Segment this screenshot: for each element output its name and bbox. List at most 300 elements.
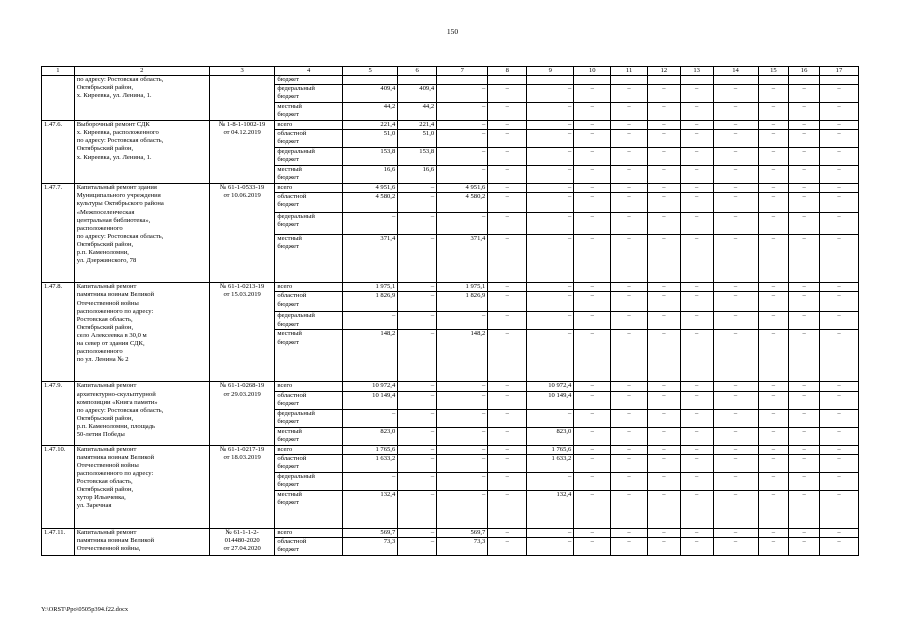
funding-source-cell: местный бюджет [275, 166, 343, 184]
value-cell: – [527, 103, 574, 121]
value-cell [680, 76, 713, 85]
value-cell: – [574, 312, 611, 330]
value-cell: – [648, 130, 681, 148]
value-cell [789, 76, 820, 85]
funding-source-cell: местный бюджет [275, 235, 343, 283]
value-cell: – [789, 121, 820, 130]
column-header: 16 [789, 67, 820, 76]
value-cell: – [819, 312, 858, 330]
value-cell: – [819, 235, 858, 283]
value-cell: – [611, 121, 648, 130]
funding-source-cell: всего [275, 283, 343, 292]
value-cell: – [713, 382, 758, 391]
value-cell: – [648, 148, 681, 166]
value-cell: – [488, 130, 527, 148]
value-cell: – [398, 193, 437, 213]
value-cell: – [680, 427, 713, 445]
value-cell: – [758, 148, 789, 166]
value-cell: – [819, 445, 858, 454]
value-cell: – [437, 166, 488, 184]
item-number-cell: 1.47.11. [42, 528, 75, 555]
value-cell: – [398, 283, 437, 292]
value-cell: – [758, 121, 789, 130]
value-cell: – [574, 166, 611, 184]
value-cell: – [527, 184, 574, 193]
value-cell: – [342, 213, 397, 235]
column-header: 15 [758, 67, 789, 76]
value-cell: 569,7 [342, 528, 397, 537]
value-cell [527, 76, 574, 85]
value-cell: – [648, 184, 681, 193]
value-cell: – [611, 528, 648, 537]
value-cell: – [611, 427, 648, 445]
value-cell: – [342, 472, 397, 490]
value-cell: – [611, 166, 648, 184]
item-name-cell: по адресу: Ростовская область, Октябрьский район, х. Киреевка, ул. Ленина, 1. [74, 76, 209, 121]
column-header: 9 [527, 67, 574, 76]
value-cell: – [437, 130, 488, 148]
funding-source-cell: федеральный бюджет [275, 148, 343, 166]
column-header: 3 [209, 67, 275, 76]
value-cell: – [574, 528, 611, 537]
value-cell: 10 149,4 [527, 391, 574, 409]
value-cell: – [680, 184, 713, 193]
funding-source-cell: областной бюджет [275, 130, 343, 148]
document-ref-cell: № 61-1-0268-19 от 29.03.2019 [209, 382, 275, 445]
value-cell: – [680, 382, 713, 391]
value-cell: – [789, 472, 820, 490]
value-cell: – [398, 382, 437, 391]
value-cell: – [758, 409, 789, 427]
value-cell: 4 580,2 [437, 193, 488, 213]
value-cell: – [758, 472, 789, 490]
value-cell: – [648, 382, 681, 391]
funding-source-cell: всего [275, 382, 343, 391]
value-cell: – [398, 292, 437, 312]
value-cell: – [527, 166, 574, 184]
value-cell: – [611, 130, 648, 148]
value-cell: – [819, 490, 858, 528]
value-cell: – [758, 130, 789, 148]
document-ref-cell: № 1-8-1-1002-19 от 04.12.2019 [209, 121, 275, 184]
value-cell: – [398, 528, 437, 537]
value-cell: – [488, 391, 527, 409]
value-cell: – [574, 193, 611, 213]
value-cell: – [713, 445, 758, 454]
value-cell: – [648, 292, 681, 312]
value-cell: 1 633,2 [527, 454, 574, 472]
value-cell: 73,3 [342, 537, 397, 555]
value-cell: – [819, 121, 858, 130]
value-cell: – [789, 427, 820, 445]
value-cell: – [648, 213, 681, 235]
value-cell: – [789, 454, 820, 472]
value-cell: – [819, 391, 858, 409]
value-cell: – [680, 213, 713, 235]
value-cell: – [819, 454, 858, 472]
page-number: 150 [446, 27, 459, 36]
value-cell: – [611, 184, 648, 193]
value-cell: – [680, 121, 713, 130]
value-cell: – [680, 292, 713, 312]
item-name-cell: Капитальный ремонт памятника воинам Великой Отечественной войны расположенного по адресу: Ростовская область, Октябрьский район, хутор Ильичевка, ул. Заречная [74, 445, 209, 528]
budget-table [41, 66, 859, 556]
value-cell: – [819, 103, 858, 121]
value-cell: – [437, 391, 488, 409]
value-cell: – [819, 427, 858, 445]
value-cell: – [611, 235, 648, 283]
item-name-cell: Капитальный ремонт архитектурно-скульптурной композиции «Книга памяти» по адресу: Ростовская область, Октябрьский район, р.п. Каменоломни, площадь 50-летия Победы [74, 382, 209, 445]
value-cell: 4 951,6 [342, 184, 397, 193]
value-cell: – [648, 409, 681, 427]
column-header: 11 [611, 67, 648, 76]
value-cell: 371,4 [342, 235, 397, 283]
value-cell: – [437, 409, 488, 427]
value-cell: – [713, 213, 758, 235]
funding-source-cell: местный бюджет [275, 103, 343, 121]
value-cell: 16,6 [398, 166, 437, 184]
value-cell: – [819, 528, 858, 537]
value-cell: – [342, 312, 397, 330]
value-cell: – [488, 148, 527, 166]
value-cell [342, 76, 397, 85]
value-cell: – [713, 184, 758, 193]
value-cell: – [758, 213, 789, 235]
item-number-cell: 1.47.8. [42, 283, 75, 382]
value-cell: 4 580,2 [342, 193, 397, 213]
value-cell: – [488, 490, 527, 528]
value-cell: – [680, 85, 713, 103]
funding-source-cell: местный бюджет [275, 427, 343, 445]
funding-source-cell: областной бюджет [275, 193, 343, 213]
value-cell: – [527, 85, 574, 103]
value-cell: – [527, 537, 574, 555]
value-cell: – [527, 148, 574, 166]
value-cell: – [819, 213, 858, 235]
value-cell: – [819, 85, 858, 103]
value-cell: – [819, 130, 858, 148]
value-cell: – [398, 312, 437, 330]
value-cell: 153,8 [398, 148, 437, 166]
value-cell: – [680, 103, 713, 121]
value-cell: – [398, 490, 437, 528]
value-cell: – [680, 312, 713, 330]
funding-source-cell: областной бюджет [275, 537, 343, 555]
value-cell: – [713, 528, 758, 537]
value-cell: – [574, 382, 611, 391]
value-cell: – [713, 427, 758, 445]
value-cell: – [527, 528, 574, 537]
value-cell: – [488, 292, 527, 312]
funding-source-cell: всего [275, 184, 343, 193]
value-cell: – [648, 235, 681, 283]
value-cell: – [488, 184, 527, 193]
value-cell: – [758, 193, 789, 213]
value-cell: – [758, 283, 789, 292]
value-cell: – [680, 445, 713, 454]
value-cell: – [789, 148, 820, 166]
value-cell: – [713, 409, 758, 427]
value-cell: – [789, 103, 820, 121]
value-cell: – [611, 409, 648, 427]
column-header: 7 [437, 67, 488, 76]
value-cell: – [789, 235, 820, 283]
value-cell: – [488, 283, 527, 292]
value-cell: – [611, 382, 648, 391]
value-cell: – [789, 283, 820, 292]
value-cell: – [758, 330, 789, 382]
value-cell: – [488, 330, 527, 382]
value-cell: 409,4 [398, 85, 437, 103]
table-row [42, 76, 859, 85]
value-cell: – [527, 330, 574, 382]
value-cell: – [611, 193, 648, 213]
value-cell: – [648, 537, 681, 555]
value-cell: – [488, 382, 527, 391]
value-cell: – [398, 472, 437, 490]
value-cell: 153,8 [342, 148, 397, 166]
item-name-cell: Капитальный ремонт памятника воинам Великой Отечественной войны, [74, 528, 209, 555]
value-cell: – [758, 292, 789, 312]
value-cell: – [713, 292, 758, 312]
value-cell: – [437, 103, 488, 121]
value-cell: – [437, 382, 488, 391]
value-cell: 409,4 [342, 85, 397, 103]
funding-source-cell: федеральный бюджет [275, 472, 343, 490]
value-cell: – [819, 292, 858, 312]
value-cell: – [680, 490, 713, 528]
value-cell: – [648, 330, 681, 382]
value-cell: – [574, 85, 611, 103]
value-cell: – [713, 391, 758, 409]
value-cell: – [574, 490, 611, 528]
value-cell: – [789, 490, 820, 528]
funding-source-cell: всего [275, 528, 343, 537]
value-cell: – [789, 130, 820, 148]
value-cell: – [488, 409, 527, 427]
value-cell [488, 76, 527, 85]
item-number-cell: 1.47.7. [42, 184, 75, 283]
value-cell: – [574, 103, 611, 121]
value-cell: – [680, 472, 713, 490]
value-cell: – [713, 472, 758, 490]
value-cell: – [680, 330, 713, 382]
value-cell: – [574, 409, 611, 427]
value-cell: – [488, 213, 527, 235]
value-cell: 1 633,2 [342, 454, 397, 472]
value-cell: – [680, 130, 713, 148]
value-cell: – [680, 391, 713, 409]
value-cell: – [574, 537, 611, 555]
value-cell: – [819, 283, 858, 292]
value-cell: – [713, 537, 758, 555]
value-cell: – [527, 193, 574, 213]
column-number-row [42, 67, 859, 76]
value-cell: – [488, 103, 527, 121]
funding-source-cell: федеральный бюджет [275, 213, 343, 235]
value-cell: – [574, 427, 611, 445]
value-cell: – [789, 445, 820, 454]
value-cell: – [758, 235, 789, 283]
value-cell: 51,0 [398, 130, 437, 148]
value-cell: – [648, 283, 681, 292]
value-cell: – [713, 166, 758, 184]
value-cell: – [713, 330, 758, 382]
file-path-footer: Y:\ORST\Ppo\0505p394.f22.docx [41, 606, 129, 613]
value-cell: – [819, 193, 858, 213]
value-cell: 569,7 [437, 528, 488, 537]
value-cell: – [713, 454, 758, 472]
value-cell: – [819, 382, 858, 391]
value-cell: – [527, 312, 574, 330]
value-cell: 1 765,6 [527, 445, 574, 454]
value-cell [398, 76, 437, 85]
value-cell: – [488, 427, 527, 445]
value-cell: – [819, 472, 858, 490]
value-cell: – [789, 537, 820, 555]
funding-source-cell: местный бюджет [275, 490, 343, 528]
value-cell: – [680, 409, 713, 427]
funding-source-cell: федеральный бюджет [275, 312, 343, 330]
document-ref-cell: № 61-1-1-2- 014480-2020 от 27.04.2020 [209, 528, 275, 555]
value-cell: – [488, 85, 527, 103]
value-cell: – [488, 312, 527, 330]
value-cell [713, 76, 758, 85]
value-cell: 371,4 [437, 235, 488, 283]
value-cell: – [398, 235, 437, 283]
value-cell: – [648, 166, 681, 184]
value-cell: – [611, 445, 648, 454]
value-cell: – [611, 85, 648, 103]
value-cell [437, 76, 488, 85]
value-cell: – [789, 166, 820, 184]
value-cell: – [611, 312, 648, 330]
column-header: 13 [680, 67, 713, 76]
funding-source-cell: областной бюджет [275, 292, 343, 312]
value-cell: – [789, 184, 820, 193]
document-ref-cell: № 61-1-0213-19 от 15.03.2019 [209, 283, 275, 382]
value-cell: – [713, 103, 758, 121]
value-cell: – [437, 427, 488, 445]
value-cell: – [488, 121, 527, 130]
value-cell: 221,4 [398, 121, 437, 130]
column-header: 1 [42, 67, 75, 76]
value-cell: – [611, 391, 648, 409]
item-name-cell: Капитальный ремонт памятника воинам Великой Отечественной войны расположенного по адресу: Ростовская область, Октябрьский район, село Алексеевка в 30,0 м на север от здания СДК, расположенного по ул. Ленина № 2 [74, 283, 209, 382]
value-cell: – [527, 130, 574, 148]
value-cell: – [789, 409, 820, 427]
value-cell: – [758, 184, 789, 193]
value-cell: – [789, 391, 820, 409]
table-row [42, 283, 859, 292]
value-cell: – [574, 472, 611, 490]
value-cell: – [611, 472, 648, 490]
value-cell: – [398, 454, 437, 472]
value-cell: – [713, 235, 758, 283]
value-cell: – [758, 528, 789, 537]
value-cell: – [648, 193, 681, 213]
value-cell: – [789, 292, 820, 312]
funding-source-cell: всего [275, 445, 343, 454]
value-cell: – [437, 472, 488, 490]
document-ref-cell: № 61-1-0217-19 от 18.03.2019 [209, 445, 275, 528]
value-cell: 73,3 [437, 537, 488, 555]
value-cell: – [398, 427, 437, 445]
value-cell: – [713, 283, 758, 292]
value-cell: – [819, 184, 858, 193]
value-cell: – [648, 490, 681, 528]
value-cell: – [648, 312, 681, 330]
value-cell: – [527, 283, 574, 292]
funding-source-cell: местный бюджет [275, 330, 343, 382]
value-cell: – [758, 490, 789, 528]
value-cell: – [574, 445, 611, 454]
value-cell: – [437, 148, 488, 166]
value-cell: – [437, 445, 488, 454]
funding-source-cell: бюджет [275, 76, 343, 85]
value-cell: – [611, 454, 648, 472]
value-cell: – [789, 193, 820, 213]
value-cell: – [611, 330, 648, 382]
value-cell: – [758, 454, 789, 472]
table-row [42, 445, 859, 454]
value-cell: – [574, 235, 611, 283]
value-cell: – [680, 166, 713, 184]
value-cell: – [437, 121, 488, 130]
value-cell: – [648, 427, 681, 445]
value-cell: 44,2 [342, 103, 397, 121]
value-cell: – [488, 166, 527, 184]
value-cell: 148,2 [342, 330, 397, 382]
item-number-cell: 1.47.6. [42, 121, 75, 184]
value-cell: 132,4 [527, 490, 574, 528]
funding-source-cell: областной бюджет [275, 391, 343, 409]
value-cell: – [574, 184, 611, 193]
value-cell: – [437, 312, 488, 330]
table-row [42, 382, 859, 391]
value-cell: – [758, 445, 789, 454]
item-number-cell [42, 76, 75, 121]
value-cell: – [819, 537, 858, 555]
value-cell: – [437, 454, 488, 472]
value-cell: – [758, 382, 789, 391]
value-cell: – [819, 330, 858, 382]
value-cell: 1 826,9 [342, 292, 397, 312]
value-cell [611, 76, 648, 85]
value-cell: – [713, 130, 758, 148]
value-cell [819, 76, 858, 85]
value-cell: – [611, 537, 648, 555]
item-name-cell: Выборочный ремонт СДК х. Киреевка, расположенного по адресу: Ростовская область, Октябрьский район, х. Киреевка, ул. Ленина, 1. [74, 121, 209, 184]
value-cell: – [680, 283, 713, 292]
value-cell: – [398, 330, 437, 382]
value-cell: 4 951,6 [437, 184, 488, 193]
value-cell: – [758, 537, 789, 555]
value-cell: – [758, 166, 789, 184]
value-cell: – [398, 409, 437, 427]
value-cell: – [680, 193, 713, 213]
funding-source-cell: федеральный бюджет [275, 409, 343, 427]
value-cell: – [680, 148, 713, 166]
value-cell: – [758, 85, 789, 103]
value-cell: – [648, 528, 681, 537]
value-cell: – [648, 85, 681, 103]
value-cell: – [648, 121, 681, 130]
value-cell: – [758, 427, 789, 445]
value-cell: – [789, 312, 820, 330]
value-cell: – [488, 528, 527, 537]
value-cell: – [713, 85, 758, 103]
